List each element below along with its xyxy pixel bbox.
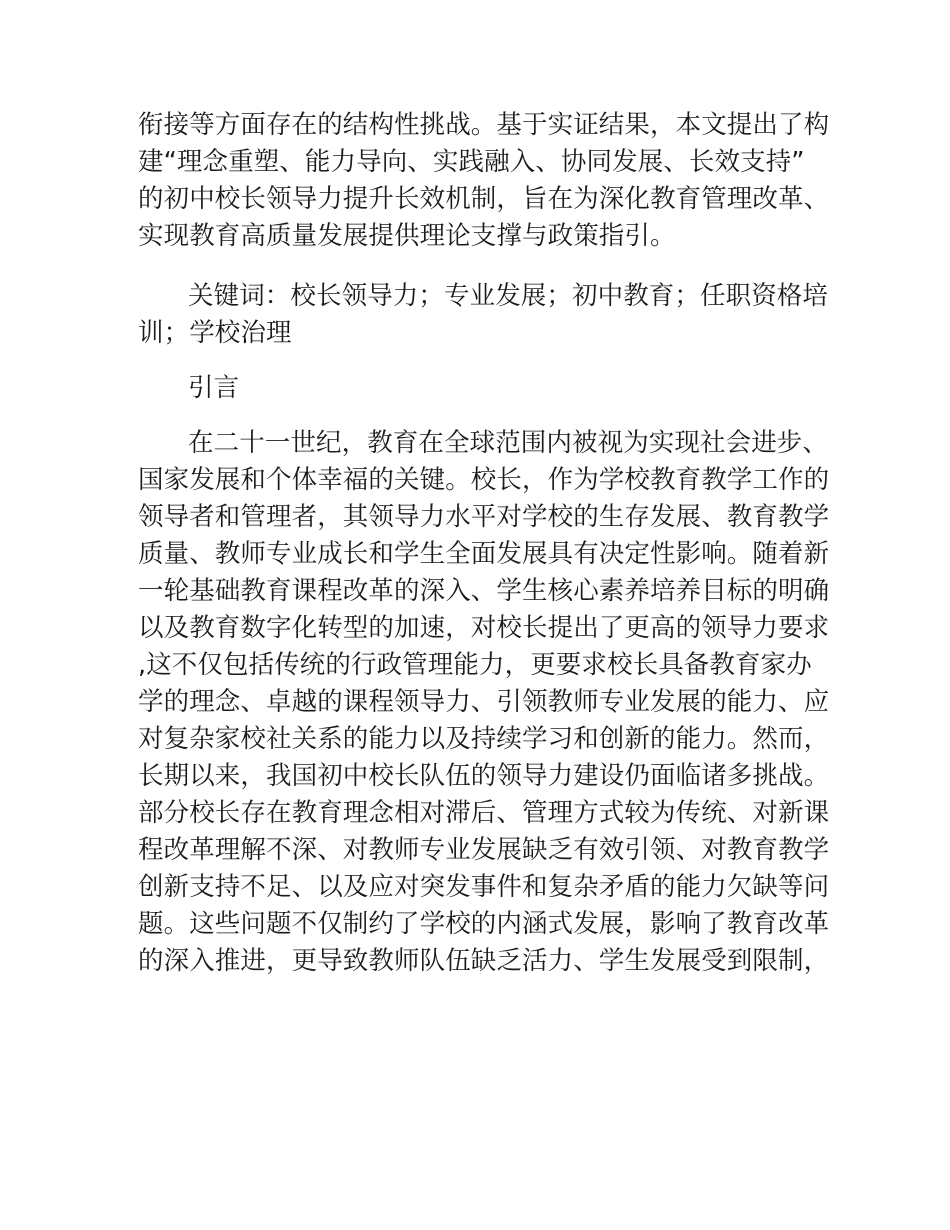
text-line: 程改革理解不深、对教师专业发展缺乏有效引领、对教育教学: [138, 835, 830, 865]
intro-paragraph: [138, 425, 830, 980]
text-line: 对复杂家校社关系的能力以及持续学习和创新的能力。然而，: [138, 724, 830, 754]
text-line: 建“理念重塑、能力导向、实践融入、协同发展、长效支持”: [138, 147, 805, 177]
text-line: 部分校长存在教育理念相对滞后、管理方式较为传统、对新课: [138, 798, 830, 828]
keywords-line: 关键词：校长领导力；专业发展；初中教育；任职资格培: [188, 281, 829, 311]
keywords-line: 训；学校治理: [138, 318, 292, 348]
text-line: 创新支持不足、以及应对突发事件和复杂矛盾的能力欠缺等问: [138, 872, 830, 902]
text-line: 质量、教师专业成长和学生全面发展具有决定性影响。随着新: [138, 539, 830, 569]
text-line: ,这不仅包括传统的行政管理能力，更要求校长具备教育家办: [138, 650, 812, 680]
text-line: 以及教育数字化转型的加速，对校长提出了更高的领导力要求: [138, 613, 830, 643]
text-line: 在二十一世纪，教育在全球范围内被视为实现社会进步、: [188, 428, 829, 458]
text-line: 的深入推进，更导致教师队伍缺乏活力、学生发展受到限制，: [138, 946, 830, 976]
text-line: 实现教育高质量发展提供理论支撑与政策指引。: [138, 221, 676, 251]
section-heading-block: [138, 370, 818, 407]
text-line: 衔接等方面存在的结构性挑战。基于实证结果，本文提出了构: [138, 110, 830, 140]
text-line: 学的理念、卓越的课程领导力、引领教师专业发展的能力、应: [138, 687, 830, 717]
text-line: 的初中校长领导力提升长效机制，旨在为深化教育管理改革、: [138, 184, 830, 214]
text-line: 国家发展和个体幸福的关键。校长，作为学校教育教学工作的: [138, 465, 830, 495]
text-line: 长期以来，我国初中校长队伍的领导力建设仍面临诸多挑战。: [138, 761, 830, 791]
text-line: 题。这些问题不仅制约了学校的内涵式发展，影响了教育改革: [138, 909, 830, 939]
keywords-paragraph: [138, 278, 829, 352]
abstract-tail-paragraph: [138, 107, 830, 255]
text-line: 领导者和管理者，其领导力水平对学校的生存发展、教育教学: [138, 502, 830, 532]
section-heading: 引言: [188, 373, 240, 403]
text-line: 一轮基础教育课程改革的深入、学生核心素养培养目标的明确: [138, 576, 830, 606]
